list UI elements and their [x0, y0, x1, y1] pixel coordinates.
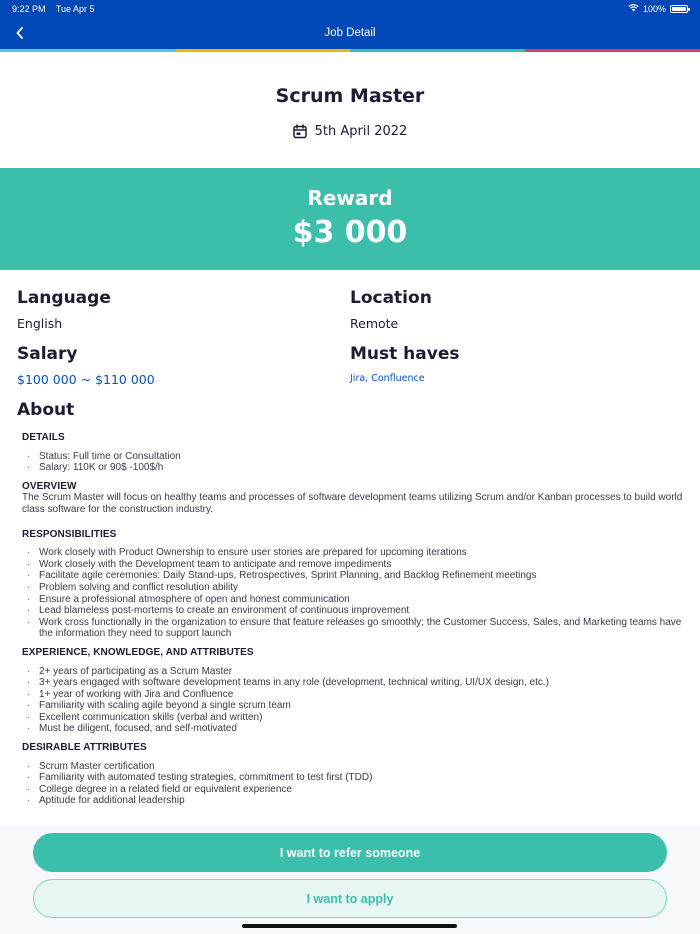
job-date-text: 5th April 2022	[314, 124, 408, 139]
details-list	[22, 451, 687, 474]
location-block	[350, 288, 670, 331]
language-block	[17, 288, 337, 331]
calendar-icon	[293, 124, 307, 139]
list-item: · Work closely with Product Ownership to ensure user stories are prepared for upcoming iterations	[22, 547, 687, 559]
list-item: · Ensure a professional atmosphere of open and honest communication	[22, 594, 687, 606]
experience-heading: EXPERIENCE, KNOWLEDGE, AND ATTRIBUTES	[22, 646, 254, 658]
list-item: · 2+ years of participating as a Scrum Master	[22, 666, 687, 678]
desirable-heading: DESIRABLE ATTRIBUTES	[22, 742, 147, 754]
location-value: Remote	[350, 316, 399, 331]
battery-percent: 100%	[642, 4, 666, 14]
page-title: Job Detail	[324, 27, 376, 39]
overview-heading: OVERVIEW	[22, 480, 77, 492]
location-label: Location	[350, 288, 432, 308]
list-item: · Work closely with the Development team to anticipate and remove impediments	[22, 559, 687, 571]
list-item: · Aptitude for additional leadership	[22, 795, 687, 807]
refer-someone-button[interactable]: I want to refer someone	[33, 833, 667, 872]
list-item: · Familiarity with automated testing strategies, commitment to test first (TDD)	[22, 772, 687, 784]
reward-amount: $3 000	[292, 215, 408, 250]
list-item: · Facilitate agile ceremonies: Daily Stand-ups, Retrospectives, Sprint Planning, and Backlog Refinement meetings	[22, 570, 687, 582]
home-indicator[interactable]	[242, 924, 457, 928]
salary-value: $100 000 ~ $110 000	[17, 372, 155, 387]
status-bar	[12, 3, 688, 15]
list-item: · College degree in a related field or equivalent experience	[22, 784, 687, 796]
list-item: · Familiarity with scaling agile beyond a single scrum team	[22, 700, 687, 712]
list-item: · Salary: 110K or 90$ -100$/h	[22, 462, 687, 474]
job-date	[0, 124, 700, 139]
top-bar	[0, 0, 700, 49]
battery-icon	[670, 5, 688, 13]
responsibilities-heading: RESPONSIBILITIES	[22, 528, 117, 540]
details-heading: DETAILS	[22, 432, 65, 443]
list-item: · Lead blameless post-mortems to create an environment of continuous improvement	[22, 605, 687, 617]
list-item: · Status: Full time or Consultation	[22, 451, 687, 463]
salary-label: Salary	[17, 344, 78, 364]
job-title: Scrum Master	[275, 85, 425, 107]
must-haves-block	[350, 344, 670, 384]
apply-button[interactable]: I want to apply	[33, 879, 667, 918]
language-value: English	[17, 316, 63, 331]
responsibilities-list	[22, 547, 687, 640]
must-haves-label: Must haves	[350, 344, 460, 364]
must-haves-value: Jira, Confluence	[350, 373, 425, 384]
list-item: · Work cross functionally in the organization to ensure that feature releases go smoothly; the Customer Success, Sales, and Marketing teams have the information they need to support launch	[22, 617, 687, 640]
action-footer	[0, 826, 700, 934]
reward-banner	[0, 168, 700, 270]
salary-block	[17, 344, 337, 387]
chevron-left-icon	[16, 27, 24, 39]
job-description	[22, 432, 687, 814]
status-time: 9:22 PM	[12, 4, 46, 14]
language-label: Language	[17, 288, 111, 308]
wifi-icon	[628, 4, 639, 14]
list-item: · Excellent communication skills (verbal and written)	[22, 712, 687, 724]
about-title: About	[17, 400, 75, 420]
experience-list	[22, 666, 687, 736]
list-item: · 1+ year of working with Jira and Confluence	[22, 689, 687, 701]
job-header	[0, 52, 700, 168]
list-item: · Must be diligent, focused, and self-motivated	[22, 723, 687, 735]
desirable-list	[22, 761, 687, 807]
status-date: Tue Apr 5	[55, 4, 95, 14]
overview-text: The Scrum Master will focus on healthy teams and processes of software development teams utilizing Scrum and/or Kanban processes to build world class software for the construction industry.	[22, 492, 683, 515]
back-button[interactable]	[12, 23, 28, 43]
list-item: · 3+ years engaged with software development teams in any role (development, technical writing, UI/UX design, etc.)	[22, 677, 687, 689]
list-item: · Problem solving and conflict resolution ability	[22, 582, 687, 594]
reward-label: Reward	[307, 186, 393, 210]
list-item: · Scrum Master certification	[22, 761, 687, 773]
nav-bar	[0, 20, 700, 46]
